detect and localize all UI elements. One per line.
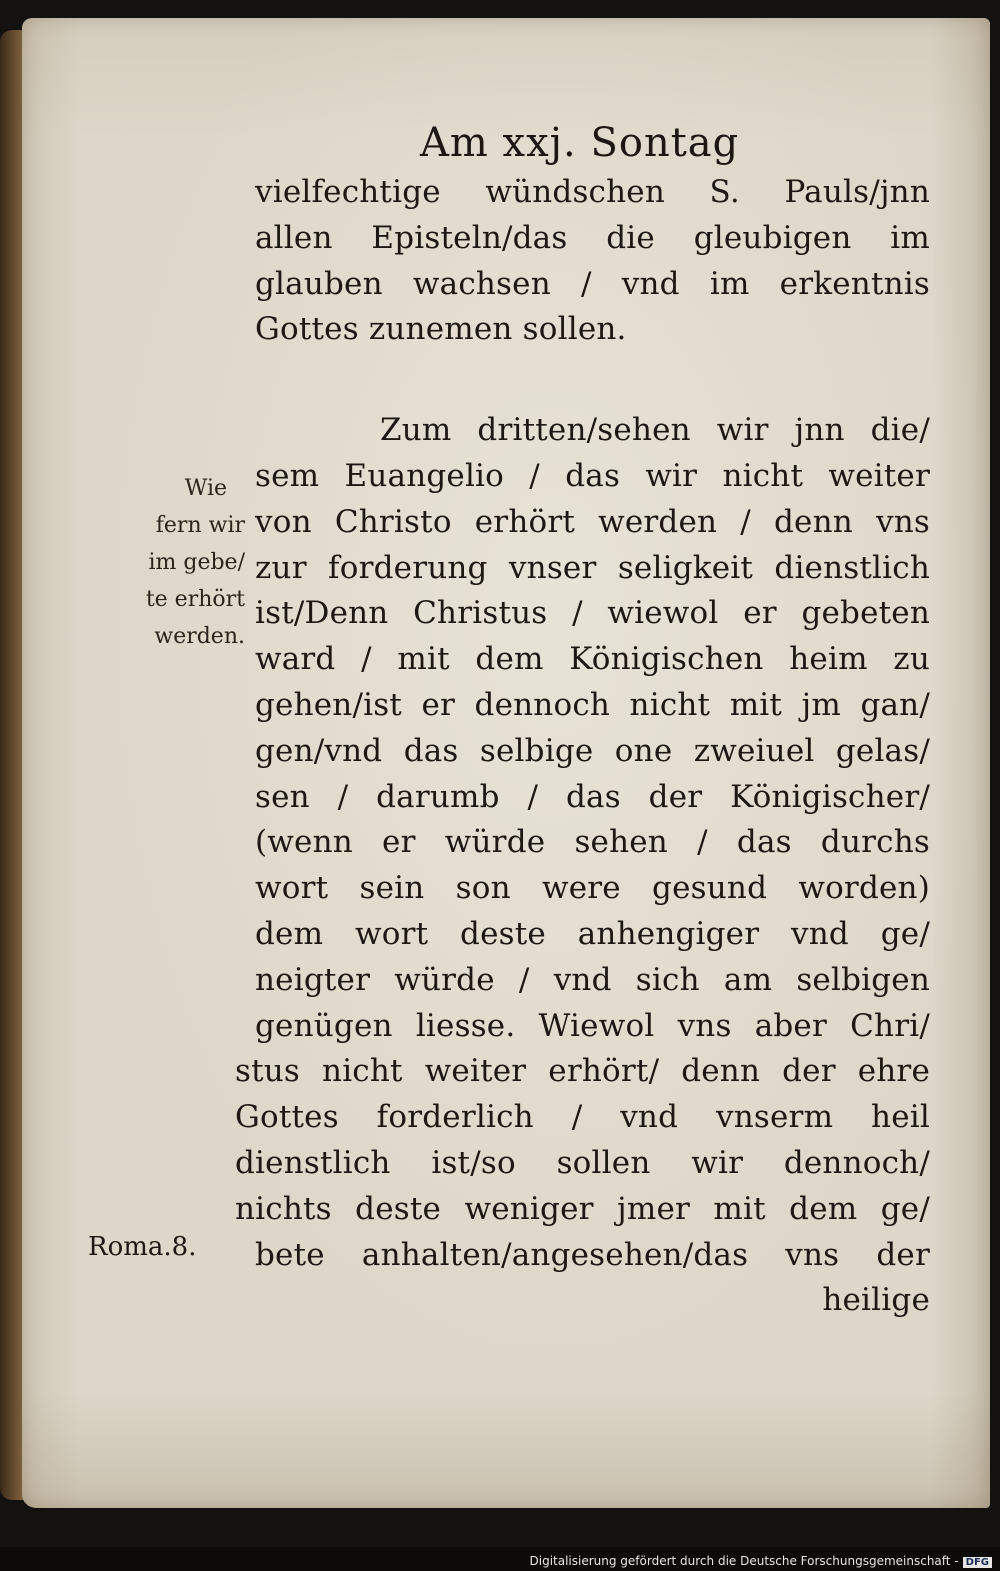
text-line: (wenn er würde sehen / das durchs [255, 824, 930, 861]
page-header: Am xxj. Sontag [420, 120, 740, 166]
marginal-note-line: im gebe/ [148, 550, 245, 575]
text-line: nichts deste weniger jmer mit dem ge/ [235, 1190, 930, 1227]
text-line: genügen liesse. Wiewol vns aber Chri/ [255, 1007, 930, 1044]
text-line: Gottes forderlich / vnd vnserm heil [235, 1099, 930, 1136]
text-line: neigter würde / vnd sich am selbigen [255, 961, 930, 998]
text-line: Zum dritten/sehen wir jnn die/ [380, 412, 930, 449]
footer-text: Digitalisierung gefördert durch die Deutsche Forschungsgemeinschaft - [529, 1554, 959, 1568]
text-line: stus nicht weiter erhört/ denn der ehre [235, 1053, 930, 1090]
text-line: gehen/ist er dennoch nicht mit jm gan/ [255, 686, 930, 723]
text-line: dem wort deste anhengiger vnd ge/ [255, 915, 930, 952]
marginal-note-line: fern wir [155, 513, 245, 538]
text-line: glauben wachsen / vnd im erkentnis [255, 265, 930, 302]
main-text-block [235, 170, 930, 1324]
text-line: zur forderung vnser seligkeit dienstlich [255, 549, 930, 586]
text-line: allen Episteln/das die gleubigen im [255, 219, 930, 256]
text-line: dienstlich ist/so sollen wir dennoch/ [235, 1144, 930, 1181]
text-line: bete anhalten/angesehen/das vns der [255, 1236, 930, 1273]
text-line: Gottes zunemen sollen. [255, 311, 627, 348]
text-line: wort sein son were gesund worden) [255, 870, 930, 907]
text-line: sen / darumb / das der Königischer/ [255, 778, 930, 815]
marginal-note-line: te erhört [145, 587, 245, 612]
text-line-blank [255, 353, 930, 408]
funding-footer [530, 1554, 993, 1568]
text-line: gen/vnd das selbige one zweiuel gelas/ [255, 732, 930, 769]
text-line: ist/Denn Christus / wiewol er gebeten [255, 595, 930, 632]
marginal-note-line: Wie [184, 476, 227, 501]
text-line: sem Euangelio / das wir nicht weiter [255, 457, 930, 494]
text-line: ward / mit dem Königischen heim zu [255, 641, 930, 678]
bleed-through-text [122, 268, 131, 314]
marginal-note-line: werden. [154, 624, 245, 649]
scripture-reference: Roma.8. [88, 1232, 197, 1262]
marginal-note [100, 470, 245, 655]
catchword: heilige [822, 1282, 930, 1319]
text-line: vielfechtige wündschen S. Pauls/jnn [255, 174, 930, 210]
text-line: von Christo erhört werden / denn vns [255, 503, 930, 540]
dfg-logo: DFG [963, 1557, 992, 1568]
